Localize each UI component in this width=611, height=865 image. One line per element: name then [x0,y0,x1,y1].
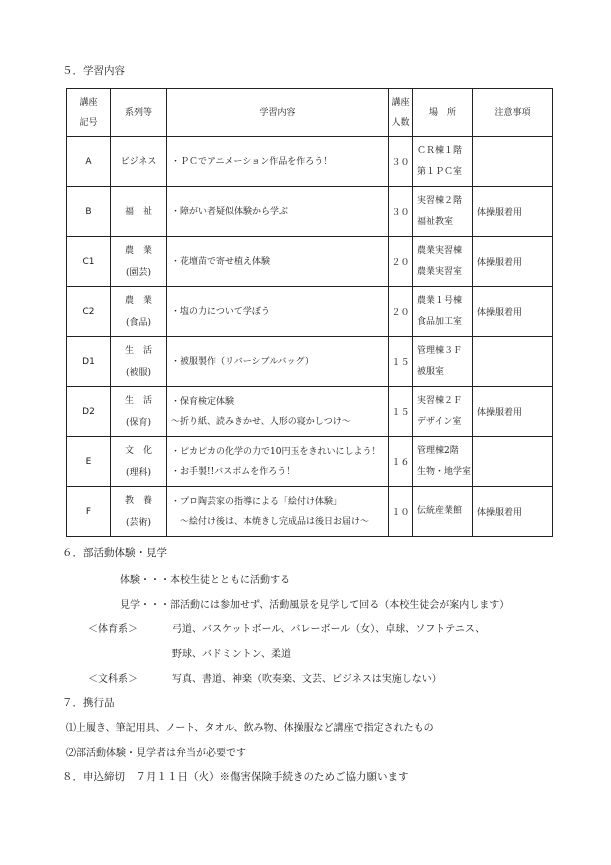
course-content: ・被服製作（リバーシブルバッグ） [167,337,389,387]
course-series: 生 活 (保育) [111,387,167,437]
course-note: 体操服着用 [473,287,553,337]
course-series: 福 祉 [111,187,167,237]
course-capacity: ２０ [389,287,413,337]
course-note: 体操服着用 [473,237,553,287]
course-content: ・プロ陶芸家の指導による「絵付け体験」 ～絵付け後は、本焼きし完成品は後日お届け～ [167,487,389,537]
course-note: 体操服着用 [473,187,553,237]
course-series: 教 養 (芸術) [111,487,167,537]
course-series: 文 化 (理科) [111,437,167,487]
section-7-title: ７．携行品 [62,697,115,709]
table-header-row [67,89,553,137]
course-code: C2 [67,287,111,337]
course-capacity: １０ [389,487,413,537]
course-code: B [67,187,111,237]
course-capacity: ２０ [389,237,413,287]
course-series: 生 活 (被服) [111,337,167,387]
course-place: 実習棟２Ｆ デザイン室 [413,387,473,437]
course-code: D2 [67,387,111,437]
table-row [67,237,553,287]
course-series: 農 業 (食品) [111,287,167,337]
club-taiken-text: 体験・・・本校生徒とともに活動する [120,575,290,586]
header-series: 系列等 [111,89,167,137]
club-kengaku-text: 見学・・・部活動には参加せず、活動風景を見学して回る（本校生徒会が案内します） [120,600,510,611]
course-capacity: １５ [389,387,413,437]
lesson-table [66,88,553,537]
course-place: 農業実習棟 農業実習室 [413,237,473,287]
section-5-title: ５．学習内容 [62,65,125,77]
table-row [67,437,553,487]
section-8-deadline: ８．申込締切 ７月１１日（火）※傷害保険手続きのためご協力願います [62,771,409,783]
course-content: ・保育検定体験 ～折り紙、読みきかせ、人形の寝かしつけ～ [167,387,389,437]
course-series: 農 業 (園芸) [111,237,167,287]
header-code: 講座 記号 [67,89,111,137]
course-content: ・ピカピカの化学の力で10円玉をきれいにしよう！ ・お手製!!バスボムを作ろう！ [167,437,389,487]
course-code: F [67,487,111,537]
table-row [67,487,553,537]
course-capacity: １６ [389,437,413,487]
course-note [473,437,553,487]
course-series: ビジネス [111,137,167,187]
course-code: C1 [67,237,111,287]
course-note: 体操服着用 [473,487,553,537]
course-code: A [67,137,111,187]
course-content: ・障がい者疑似体験から学ぶ [167,187,389,237]
course-capacity: ３０ [389,137,413,187]
table-row [67,187,553,237]
course-place: 実習棟２階 福祉教室 [413,187,473,237]
sports-clubs-list-1: 弓道、バスケットボール、バレーボール（女）、卓球、ソフトテニス、 [172,624,486,635]
course-content: ・ＰＣでアニメーション作品を作ろう！ [167,137,389,187]
course-capacity: ３０ [389,187,413,237]
course-capacity: １５ [389,337,413,387]
header-place: 場 所 [413,89,473,137]
course-note: 体操服着用 [473,387,553,437]
course-place: 管理棟３Ｆ 被服室 [413,337,473,387]
carry-item-2: ⑵部活動体験・見学者は弁当が必要です [66,748,246,759]
table-row [67,137,553,187]
table-row [67,287,553,337]
header-note: 注意事項 [473,89,553,137]
course-place: 農業１号棟 食品加工室 [413,287,473,337]
table-row [67,337,553,387]
course-note [473,337,553,387]
course-place: 伝統産業館 [413,487,473,537]
sports-clubs-list-2: 野球、バドミントン、柔道 [172,649,291,660]
course-code: E [67,437,111,487]
sports-clubs-label: ＜体育系＞ [88,624,138,635]
course-place: 管理棟2階 生物・地学室 [413,437,473,487]
header-content: 学習内容 [167,89,389,137]
course-content: ・花壇苗で寄せ植え体験 [167,237,389,287]
section-6-title: ６．部活動体験・見学 [62,547,167,559]
course-content: ・塩の力について学ぼう [167,287,389,337]
carry-item-1: ⑴上履き、筆記用具、ノート、タオル、飲み物、体操服など講座で指定されたもの [66,723,434,734]
course-code: D1 [67,337,111,387]
culture-clubs-label: ＜文科系＞ [88,674,138,685]
table-row [67,387,553,437]
header-num: 講座 人数 [389,89,413,137]
course-note [473,137,553,187]
culture-clubs-list: 写真、書道、神楽（吹奏楽、文芸、ビジネスは実施しない） [172,674,442,685]
course-place: ＣＲ棟１階 第１ＰＣ室 [413,137,473,187]
